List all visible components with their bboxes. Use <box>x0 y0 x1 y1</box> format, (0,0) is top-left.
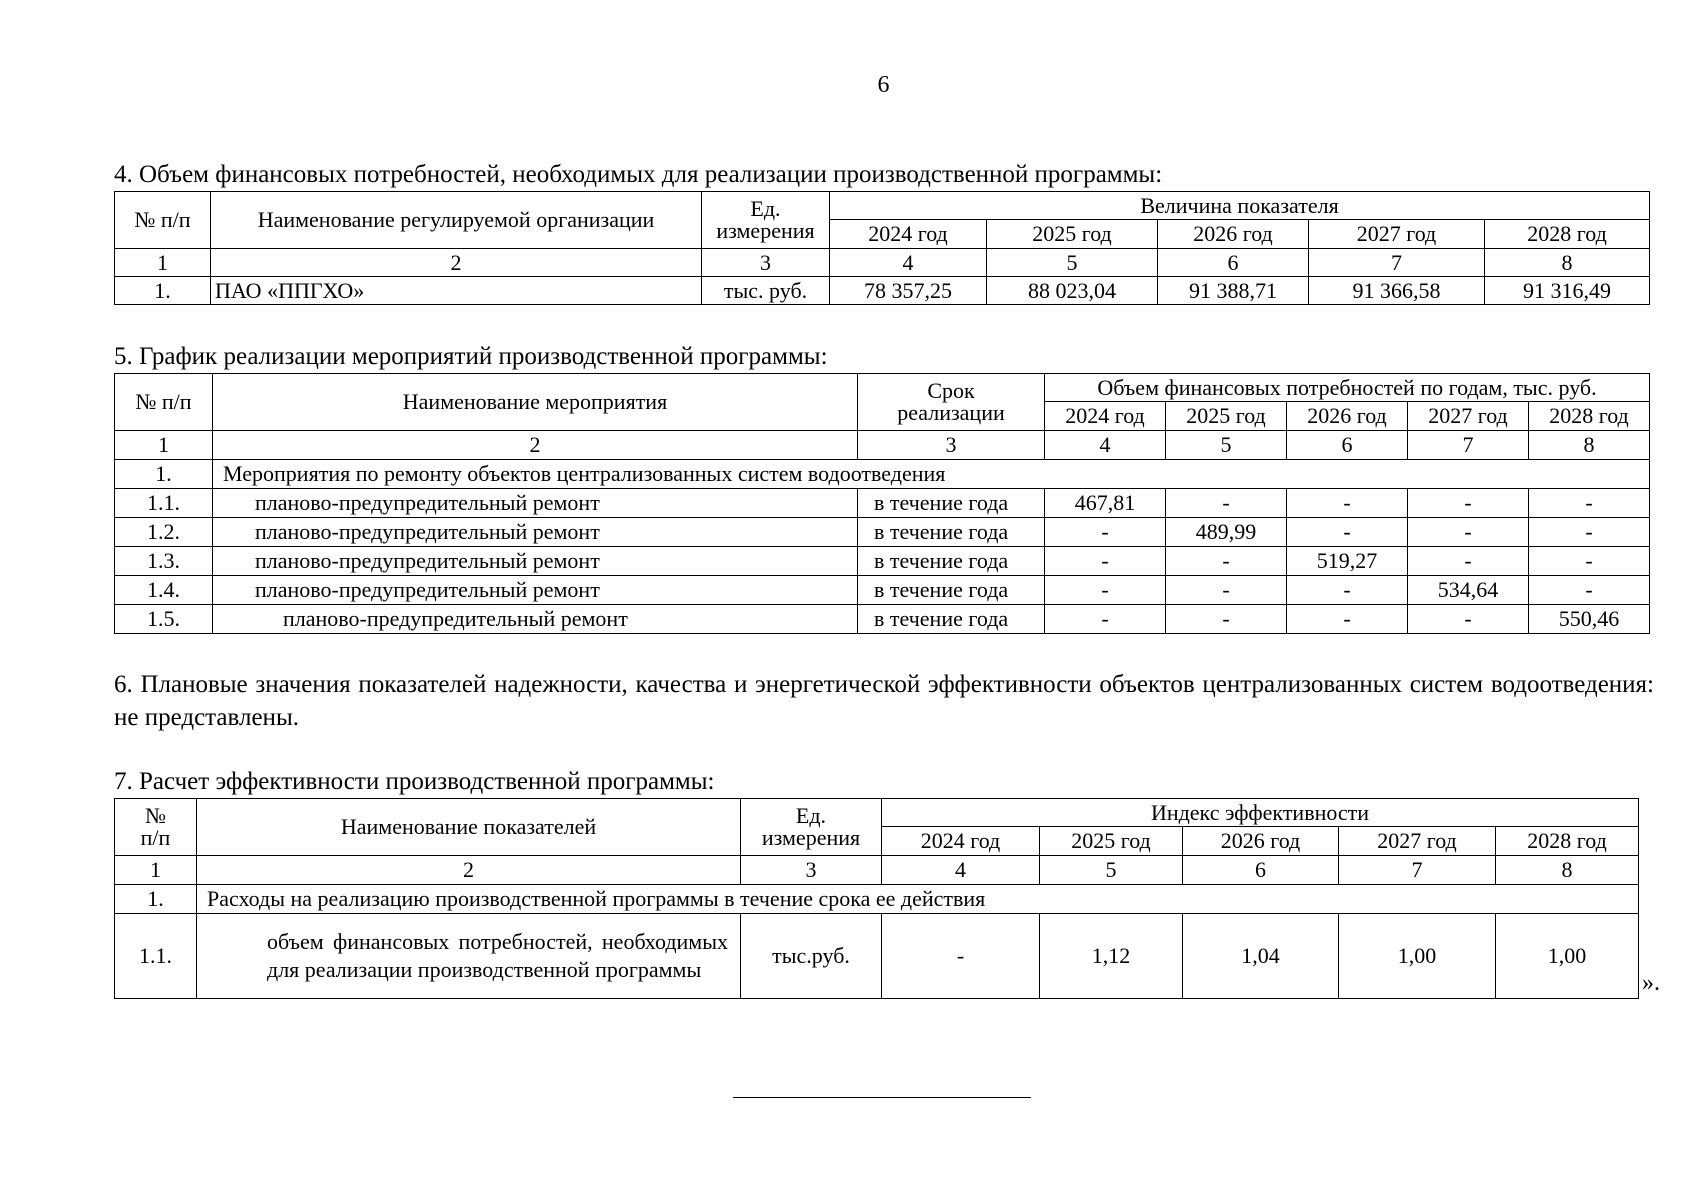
col-number: 7 <box>1309 249 1485 277</box>
year-header: 2025 год <box>1166 402 1287 431</box>
activities-schedule-table <box>114 373 1650 634</box>
col-number: 3 <box>702 249 830 277</box>
term-line-2: реализации <box>897 400 1005 425</box>
row-num: 1.1. <box>115 914 197 999</box>
group-title: Расходы на реализацию производственной программы в течение срока ее действия <box>197 885 1639 914</box>
unit-line-1: Ед. <box>795 803 827 828</box>
year-header: 2025 год <box>987 220 1158 249</box>
col-number: 4 <box>830 249 987 277</box>
year-header: 2026 год <box>1158 220 1309 249</box>
activity-term: в течение года <box>858 576 1045 605</box>
unit-line-2: измерения <box>716 218 815 243</box>
col-header-term <box>858 374 1045 431</box>
col-header-indicator-name: Наименование показателей <box>197 799 741 856</box>
value-cell: - <box>1166 547 1287 576</box>
value-cell: - <box>1529 518 1650 547</box>
col-number: 6 <box>1158 249 1309 277</box>
row-num: 1. <box>115 885 197 914</box>
col-number: 7 <box>1408 431 1529 460</box>
group-row <box>115 885 1639 914</box>
page-number: 6 <box>877 72 890 98</box>
value-cell: - <box>1287 489 1408 518</box>
activity-name: планово-предупредительный ремонт <box>213 518 858 547</box>
value-cell: - <box>1045 547 1166 576</box>
year-header: 2028 год <box>1496 827 1639 856</box>
year-header: 2028 год <box>1485 220 1650 249</box>
footer-divider <box>733 1097 1031 1098</box>
term-line-1: Срок <box>927 378 975 403</box>
section7-title: 7. Расчет эффективности производственной программы: <box>114 768 715 795</box>
activity-name: планово-предупредительный ремонт <box>213 605 858 634</box>
col-number: 8 <box>1485 249 1650 277</box>
activity-term: в течение года <box>858 489 1045 518</box>
num-line-1: № <box>145 803 166 828</box>
row-num: 1.3. <box>115 547 213 576</box>
col-header-value-group: Индекс эффективности <box>882 799 1639 827</box>
col-number: 2 <box>211 249 702 277</box>
col-number: 3 <box>741 856 882 885</box>
year-header: 2027 год <box>1408 402 1529 431</box>
group-title: Мероприятия по ремонту объектов централизованных систем водоотведения <box>213 460 1650 489</box>
value-cell: - <box>1408 489 1529 518</box>
section6-text: 6. Плановые значения показателей надежности, качества и энергетической эффективности объектов централизованных систем водоотведения: не представлены. <box>114 671 1654 731</box>
value-cell: - <box>1166 489 1287 518</box>
row-unit: тыс. руб. <box>702 277 830 305</box>
col-header-value-group: Объем финансовых потребностей по годам, тыс. руб. <box>1045 374 1650 402</box>
activity-term: в течение года <box>858 605 1045 634</box>
col-number: 3 <box>858 431 1045 460</box>
section5-title: 5. График реализации мероприятий производственной программы: <box>114 343 828 370</box>
closing-quote-mark: ». <box>1642 970 1660 996</box>
value-cell: - <box>1166 576 1287 605</box>
value-cell: 1,12 <box>1040 914 1183 999</box>
year-header: 2027 год <box>1339 827 1496 856</box>
value-cell: 91 316,49 <box>1485 277 1650 305</box>
value-cell: 489,99 <box>1166 518 1287 547</box>
value-cell: - <box>1408 605 1529 634</box>
col-header-value-group: Величина показателя <box>830 192 1650 220</box>
table-row <box>115 518 1650 547</box>
value-cell: - <box>1166 605 1287 634</box>
col-number: 7 <box>1339 856 1496 885</box>
row-num: 1. <box>115 460 213 489</box>
col-number: 6 <box>1183 856 1339 885</box>
col-number: 5 <box>1040 856 1183 885</box>
financial-needs-table <box>114 191 1650 305</box>
year-header: 2028 год <box>1529 402 1650 431</box>
year-header: 2027 год <box>1309 220 1485 249</box>
col-header-activity-name: Наименование мероприятия <box>213 374 858 431</box>
value-cell: - <box>1045 605 1166 634</box>
year-header: 2025 год <box>1040 827 1183 856</box>
group-row <box>115 460 1650 489</box>
col-number: 5 <box>987 249 1158 277</box>
col-number: 2 <box>197 856 741 885</box>
col-header-num: № п/п <box>115 192 211 249</box>
col-number: 8 <box>1496 856 1639 885</box>
value-cell: 91 366,58 <box>1309 277 1485 305</box>
value-cell: - <box>1045 518 1166 547</box>
unit-line-2: измерения <box>761 825 861 850</box>
value-cell: - <box>882 914 1040 999</box>
row-num: 1.2. <box>115 518 213 547</box>
col-number: 6 <box>1287 431 1408 460</box>
year-header: 2026 год <box>1183 827 1339 856</box>
activity-name: планово-предупредительный ремонт <box>213 576 858 605</box>
value-cell: - <box>1408 518 1529 547</box>
value-cell: - <box>1529 576 1650 605</box>
row-num: 1.5. <box>115 605 213 634</box>
unit-line-1: Ед. <box>750 196 781 221</box>
col-number: 4 <box>1045 431 1166 460</box>
value-cell: 467,81 <box>1045 489 1166 518</box>
value-cell: - <box>1529 547 1650 576</box>
year-header: 2024 год <box>830 220 987 249</box>
efficiency-calculation-table <box>114 798 1639 999</box>
value-cell: 88 023,04 <box>987 277 1158 305</box>
col-number: 1 <box>115 249 211 277</box>
year-header: 2026 год <box>1287 402 1408 431</box>
table-row <box>115 605 1650 634</box>
value-cell: - <box>1287 605 1408 634</box>
col-number: 1 <box>115 431 213 460</box>
activity-term: в течение года <box>858 518 1045 547</box>
table-row <box>115 914 1639 999</box>
col-number: 2 <box>213 431 858 460</box>
num-line-2: п/п <box>140 825 171 850</box>
row-num: 1. <box>115 277 211 305</box>
value-cell: - <box>1408 547 1529 576</box>
activity-name: планово-предупредительный ремонт <box>213 489 858 518</box>
indicator-name: объем финансовых потребностей, необходимых для реализации производственной программы <box>197 914 741 999</box>
year-header: 2024 год <box>882 827 1040 856</box>
activity-name: планово-предупредительный ремонт <box>213 547 858 576</box>
col-header-unit <box>702 192 830 249</box>
col-header-num <box>115 799 197 856</box>
value-cell: 78 357,25 <box>830 277 987 305</box>
activity-term: в течение года <box>858 547 1045 576</box>
table-row <box>115 576 1650 605</box>
col-header-org-name: Наименование регулируемой организации <box>211 192 702 249</box>
value-cell: 1,00 <box>1339 914 1496 999</box>
value-cell: 550,46 <box>1529 605 1650 634</box>
table-row <box>115 277 1650 305</box>
value-cell: 519,27 <box>1287 547 1408 576</box>
org-name: ПАО «ППГХО» <box>211 277 702 305</box>
value-cell: 1,04 <box>1183 914 1339 999</box>
value-cell: 534,64 <box>1408 576 1529 605</box>
row-unit: тыс.руб. <box>741 914 882 999</box>
col-number: 4 <box>882 856 1040 885</box>
table-row <box>115 489 1650 518</box>
value-cell: - <box>1287 576 1408 605</box>
value-cell: - <box>1045 576 1166 605</box>
col-number: 8 <box>1529 431 1650 460</box>
row-num: 1.4. <box>115 576 213 605</box>
col-number: 5 <box>1166 431 1287 460</box>
section4-title: 4. Объем финансовых потребностей, необходимых для реализации производственной программы: <box>114 161 1163 188</box>
col-header-num: № п/п <box>115 374 213 431</box>
col-header-unit <box>741 799 882 856</box>
value-cell: - <box>1287 518 1408 547</box>
row-num: 1.1. <box>115 489 213 518</box>
year-header: 2024 год <box>1045 402 1166 431</box>
col-number: 1 <box>115 856 197 885</box>
value-cell: 91 388,71 <box>1158 277 1309 305</box>
table-row <box>115 547 1650 576</box>
value-cell: - <box>1529 489 1650 518</box>
value-cell: 1,00 <box>1496 914 1639 999</box>
